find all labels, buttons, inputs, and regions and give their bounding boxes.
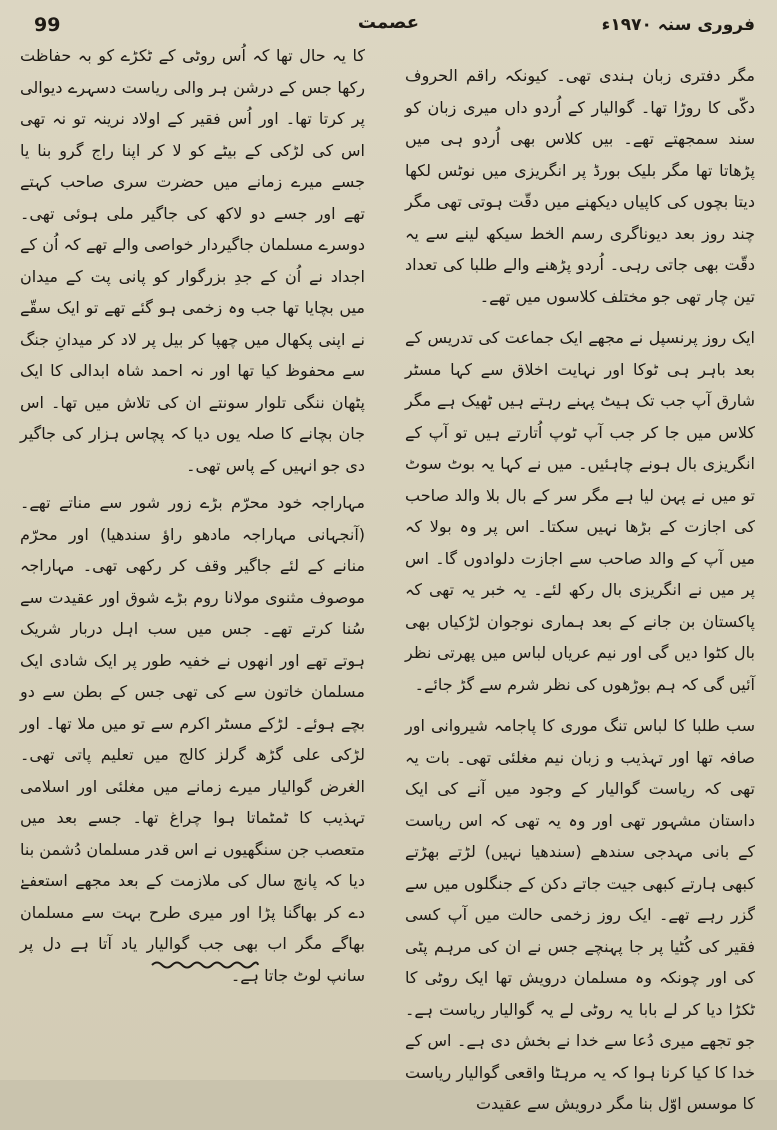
section-end-ornament (150, 958, 260, 972)
paragraph: سب طلبا کا لباس تنگ موری کا پاجامہ شیروانی اور صافہ تھا اور تہذیب و زبان نیم مغلئی تھی۔ بات یہ تھی کہ ریاست گوالیار کے وجود میں آنے کی ایک داستان مشہور تھی اور وہ یہ تھی کہ اس ریاست کے بانی مہدجی سندھے (سندھیا نہیں) لڑتے بھڑتے کبھی ہارتے کبھی جیت جاتے دکن کے جنگلوں میں سے گزر رہے تھے۔ ایک روز زخمی حالت میں آپ کسی فقیر کی کُٹیا پر جا پہنچے جس نے ان کی مرہم پٹی کی اور چونکہ وہ مسلمان درویش تھا ایک روٹی کا ٹکڑا دیا کر لے بابا یہ روٹی لے یہ گوالیار ریاست ہے۔ جو تجھے میری دُعا سے خدا نے بخش دی ہے۔ اس کے خدا کا کیا کرنا ہوا کہ یہ مرہٹا واقعی گوالیار ریاست کا موسس اوّل بنا مگر درویش سے عقیدت (405, 716, 755, 1113)
magazine-title: عصمت (357, 12, 420, 33)
page-number: 99 (34, 14, 61, 36)
paragraph: مہاراجہ خود محرّم بڑے زور شور سے مناتے تھے۔ (آنجہانی مہاراجہ مادھو راؤ سندھیا) اور محرّم منانے کے لئے جاگیر وقف کر رکھی تھی۔ مہاراجہ موصوف مثنوی مولانا روم بڑے شوق اور عقیدت سے سُنا کرتے تھے۔ جس میں سب اہل دربار شریک ہوتے تھے اور انھوں نے خفیہ طور پر ایک شادی ایک مسلمان خاتون سے کی تھی جس کے بطن سے دو بچے ہوئے۔ لڑکے مسٹر اکرم سے تو میں ملا تھا۔ اور لڑکی علی گڑھ گرلز کالج میں تعلیم پاتی تھی۔ الغرض گوالیار میرے زمانے میں مغلئی اور اسلامی تہذیب کا ٹمٹماتا ہوا چراغ تھا۔ جسے بعد میں متعصب جن سنگھیوں نے اس قدر مسلمان دُشمن بنا دیا کہ پانچ سال کی ملازمت کے بعد مجھے استعفےٰ دے کر بھاگنا پڑا اور میری طرح بہت سے مسلمان بھاگے مگر اب بھی جب گوالیار یاد آتا ہے دل پر سانپ لوٹ جاتا ہے۔ (20, 493, 365, 985)
paragraph: ایک روز پرنسپل نے مجھے ایک جماعت کی تدریس کے بعد باہر ہی ٹوکا اور نہایت اخلاق سے کہا مسٹر شارق آپ جب تک ہیٹ پہنے رہتے ہیں ٹھیک ہے مگر کلاس میں جا کر جب آپ ٹوپ اُتارتے ہیں تو آپ کے انگریزی بال ہونے چاہئیں۔ میں نے کہا یہ بوٹ سوٹ تو میں نے پہن لیا ہے مگر سر کے بال بلا والد صاحب کی اجازت کے بڑھا نہیں سکتا۔ اس پر وہ بولا کہ میں آپ کے والد صاحب سے اجازت دلوادوں گا۔ اس پر میں نے انگریزی بال رکھ لئے۔ یہ خبر یہ تھی کہ پاکستان بن جانے کے بعد ہماری نوجوان لڑکیاں بھی بال کٹوا دیں گی اور نیم عریاں لباس میں پھرتی نظر آئیں گی کہ ہم بوڑھوں کی نظر شرم سے گڑ جائے۔ (405, 328, 755, 694)
issue-date: فروری سنہ ۱۹۷۰ء (601, 15, 755, 35)
paragraph: کا یہ حال تھا کہ اُس روٹی کے ٹکڑے کو بہ حفاظت رکھا جس کے درشن ہر والی ریاست دسہرے دیوالی پر کرتا تھا۔ اور اُس فقیر کے اولاد نرینہ تو نہ تھی اس کی لڑکی کے بیٹے کو لا کر اپنا راج گرو بنا یا جسے میرے زمانے میں حضرت سری صاحب کہتے تھے اور جسے دو لاکھ کی جاگیر ملی ہوئی تھی۔ دوسرے مسلمان جاگیردار خواصی والے تھے کہ اُن کے اجداد نے اُن کے جدِ بزرگوار کو پانی پت کے میدان میں بچایا تھا جب وہ زخمی ہو گئے تھے تو ایک سقّے نے اپنی پکھال میں چھپا کر بیل پر لاد کر میدانِ جنگ سے محفوظ کیا تھا اور نہ احمد شاہ ابدالی کا ایک پٹھان ننگی تلوار سونتے ان کی تلاش میں تھا۔ اس جان بچانے کا صلہ یوں دیا کہ پچاس ہزار کی جاگیر دی جو انہیں کے پاس تھی۔ (20, 46, 365, 475)
left-column (20, 40, 365, 997)
right-column (405, 60, 755, 1130)
paragraph: مگر دفتری زبان ہندی تھی۔ کیونکہ راقم الحروف دکّی کا روڑا تھا۔ گوالیار کے اُردو داں میری زبان کو سند سمجھتے تھے۔ بیں کلاس بھی اُردو ہی میں پڑھاتا تھا مگر بلیک بورڈ پر انگریزی میں نوٹس لکھا دیتا بچوں کی کاپیاں دیکھنے میں دقّت ہوتی تھی مگر چند روز بعد دیوناگری رسم الخط سیکھ لینے سے یہ دقّت بھی جاتی رہی۔ اُردو پڑھنے والے طلبا کی تعداد تین چار تھی جو مختلف کلاسوں میں تھے۔ (405, 66, 755, 306)
